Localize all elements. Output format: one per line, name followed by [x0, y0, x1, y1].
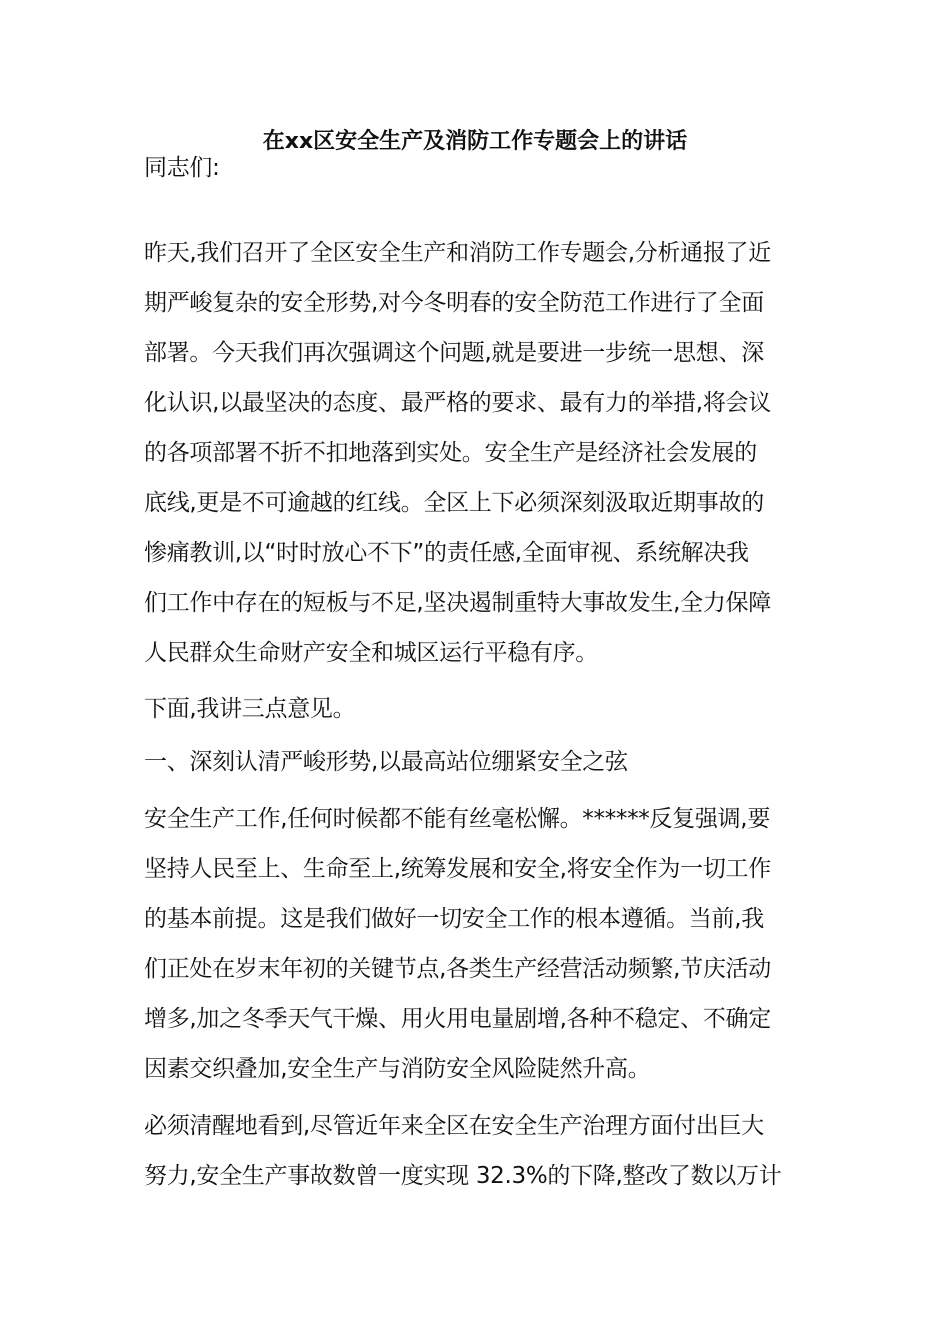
text-line: 一、深刻认清严峻形势,以最高站位绷紧安全之弦	[144, 749, 628, 775]
text-line: 的基本前提。这是我们做好一切安全工作的根本遵循。当前,我	[144, 906, 764, 932]
paragraph-section-1	[144, 794, 806, 1094]
paragraph-transition	[144, 684, 806, 734]
paragraph-intro	[144, 228, 806, 678]
document-title: 在xx区安全生产及消防工作专题会上的讲话	[262, 129, 688, 154]
text-line: 因素交织叠加,安全生产与消防安全风险陡然升高。	[144, 1056, 651, 1082]
text-line: 们工作中存在的短板与不足,坚决遏制重特大事故发生,全力保障	[144, 590, 771, 616]
text-line: 下面,我讲三点意见。	[144, 696, 356, 722]
text-line: 增多,加之冬季天气干燥、用火用电量剧增,各种不稳定、不确定	[144, 1006, 771, 1032]
text-line: 底线,更是不可逾越的红线。全区上下必须深刻汲取近期事故的	[144, 490, 764, 516]
text-line: 期严峻复杂的安全形势,对今冬明春的安全防范工作进行了全面	[144, 290, 764, 316]
text-line: 人民群众生命财产安全和城区运行平稳有序。	[144, 640, 599, 666]
text-line: 惨痛教训,以“时时放心不下”的责任感,全面审视、系统解决我	[144, 540, 749, 566]
text-line: 努力,安全生产事故数曾一度实现 32.3%的下降,整改了数以万计	[144, 1163, 782, 1189]
text-line: 安全生产工作,任何时候都不能有丝毫松懈。******反复强调,要	[144, 806, 771, 832]
paragraph-analysis	[144, 1101, 806, 1201]
text-line: 化认识,以最坚决的态度、最严格的要求、最有力的举措,将会议	[144, 390, 771, 416]
salutation: 同志们:	[144, 155, 220, 181]
text-line: 的各项部署不折不扣地落到实处。安全生产是经济社会发展的	[144, 440, 757, 466]
text-line: 部署。今天我们再次强调这个问题,就是要进一步统一思想、深	[144, 340, 764, 366]
text-line: 必须清醒地看到,尽管近年来全区在安全生产治理方面付出巨大	[144, 1113, 764, 1139]
text-line: 坚持人民至上、生命至上,统筹发展和安全,将安全作为一切工作	[144, 856, 771, 882]
text-line: 们正处在岁末年初的关键节点,各类生产经营活动频繁,节庆活动	[144, 956, 771, 982]
section-heading-1	[144, 737, 806, 787]
text-line: 昨天,我们召开了全区安全生产和消防工作专题会,分析通报了近	[144, 240, 771, 266]
